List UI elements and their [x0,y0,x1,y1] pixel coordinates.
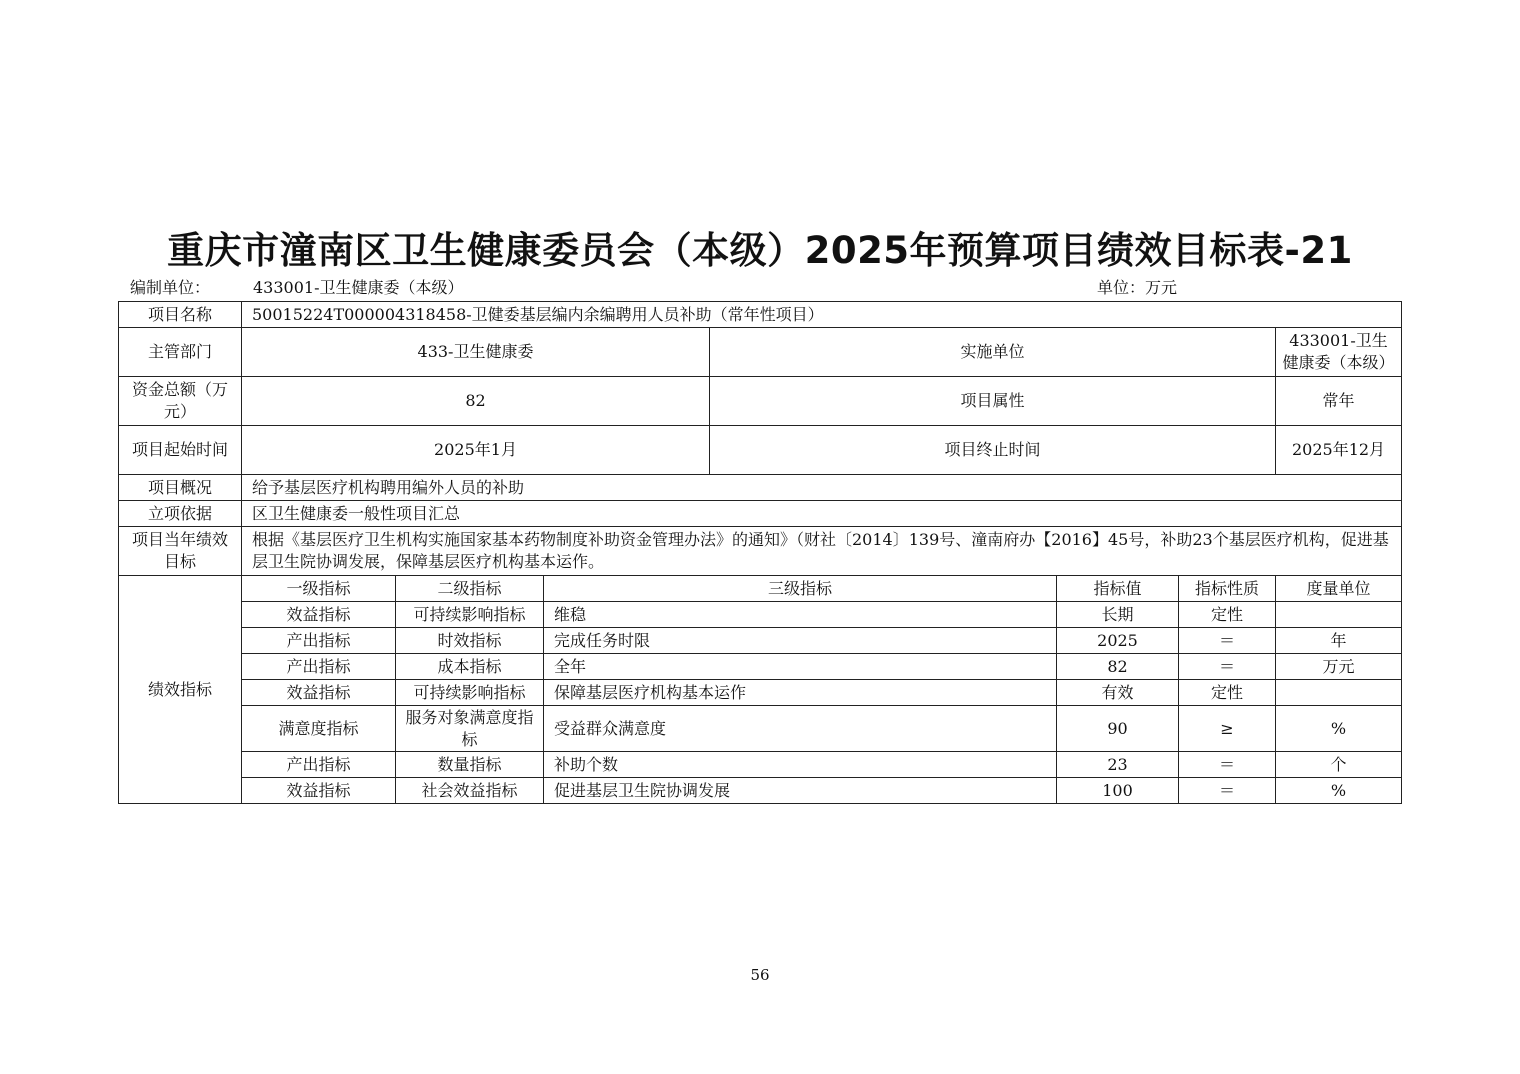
perf-nature: ＝ [1179,628,1276,654]
dept-value: 433-卫生健康委 [242,328,710,377]
perf-header: 三级指标 [544,576,1057,602]
goal-label: 项目当年绩效目标 [119,527,242,576]
perf-header: 度量单位 [1276,576,1402,602]
goal-value: 根据《基层医疗卫生机构实施国家基本药物制度补助资金管理办法》的通知》（财社〔2014〕139号、潼南府办【2016】45号，补助23个基层医疗机构，促进基层卫生院协调发展，保障基层医疗机构基本运作。 [242,527,1402,576]
perf-unit: % [1276,778,1402,804]
perf-value: 100 [1057,778,1179,804]
perf-nature: ＝ [1179,752,1276,778]
start-label: 项目起始时间 [119,426,242,475]
perf-level1: 效益指标 [242,778,396,804]
perf-level3: 保障基层医疗机构基本运作 [544,680,1057,706]
perf-value: 有效 [1057,680,1179,706]
perf-label: 绩效指标 [119,576,242,804]
table-row [119,302,1402,328]
perf-header: 指标性质 [1179,576,1276,602]
perf-level2: 可持续影响指标 [396,602,544,628]
perf-header: 一级指标 [242,576,396,602]
perf-level2: 时效指标 [396,628,544,654]
perf-row [119,680,1402,706]
perf-nature: 定性 [1179,602,1276,628]
page-number: 56 [750,966,770,984]
perf-level2: 服务对象满意度指标 [396,706,544,752]
perf-level1: 产出指标 [242,654,396,680]
perf-level3: 完成任务时限 [544,628,1057,654]
project-name-label: 项目名称 [119,302,242,328]
perf-level1: 产出指标 [242,628,396,654]
overview-label: 项目概况 [119,475,242,501]
perf-level3: 补助个数 [544,752,1057,778]
page-title: 重庆市潼南区卫生健康委员会（本级）2025年预算项目绩效目标表-21 [167,229,1353,272]
table-row [119,527,1402,576]
perf-unit [1276,602,1402,628]
perf-level2: 可持续影响指标 [396,680,544,706]
funds-label: 资金总额（万元） [119,377,242,426]
funds-value: 82 [242,377,710,426]
perf-level1: 产出指标 [242,752,396,778]
perf-level3: 受益群众满意度 [544,706,1057,752]
currency-unit: 单位：万元 [1097,278,1178,297]
impl-value: 433001-卫生健康委（本级） [1276,328,1402,377]
perf-row [119,778,1402,804]
attr-value: 常年 [1276,377,1402,426]
perf-level2: 数量指标 [396,752,544,778]
compiler-unit-label: 编制单位： [130,278,211,297]
perf-header-row [119,576,1402,602]
project-name-value: 50015224T000004318458-卫健委基层编内余编聘用人员补助（常年性项目） [242,302,1402,328]
perf-level1: 效益指标 [242,680,396,706]
start-value: 2025年1月 [242,426,710,475]
perf-row [119,752,1402,778]
table-row [119,377,1402,426]
perf-level2: 成本指标 [396,654,544,680]
table-row [119,426,1402,475]
perf-row [119,706,1402,752]
perf-row [119,602,1402,628]
perf-unit: 个 [1276,752,1402,778]
perf-nature: ≥ [1179,706,1276,752]
perf-level3: 促进基层卫生院协调发展 [544,778,1057,804]
perf-value: 23 [1057,752,1179,778]
attr-label: 项目属性 [710,377,1276,426]
perf-header: 二级指标 [396,576,544,602]
perf-row [119,654,1402,680]
perf-value: 90 [1057,706,1179,752]
overview-value: 给予基层医疗机构聘用编外人员的补助 [242,475,1402,501]
dept-label: 主管部门 [119,328,242,377]
basis-label: 立项依据 [119,501,242,527]
basis-value: 区卫生健康委一般性项目汇总 [242,501,1402,527]
perf-value: 长期 [1057,602,1179,628]
perf-level1: 满意度指标 [242,706,396,752]
perf-row [119,628,1402,654]
perf-nature: ＝ [1179,654,1276,680]
perf-nature: 定性 [1179,680,1276,706]
perf-unit [1276,680,1402,706]
perf-unit: % [1276,706,1402,752]
table-row [119,501,1402,527]
end-label: 项目终止时间 [710,426,1276,475]
performance-target-table [118,301,1402,804]
impl-label: 实施单位 [710,328,1276,377]
end-value: 2025年12月 [1276,426,1402,475]
perf-unit: 万元 [1276,654,1402,680]
perf-level2: 社会效益指标 [396,778,544,804]
perf-nature: ＝ [1179,778,1276,804]
perf-value: 82 [1057,654,1179,680]
compiler-unit-value: 433001-卫生健康委（本级） [253,278,464,297]
perf-level3: 全年 [544,654,1057,680]
perf-level1: 效益指标 [242,602,396,628]
perf-value: 2025 [1057,628,1179,654]
perf-header: 指标值 [1057,576,1179,602]
perf-unit: 年 [1276,628,1402,654]
perf-level3: 维稳 [544,602,1057,628]
table-row [119,475,1402,501]
table-row [119,328,1402,377]
